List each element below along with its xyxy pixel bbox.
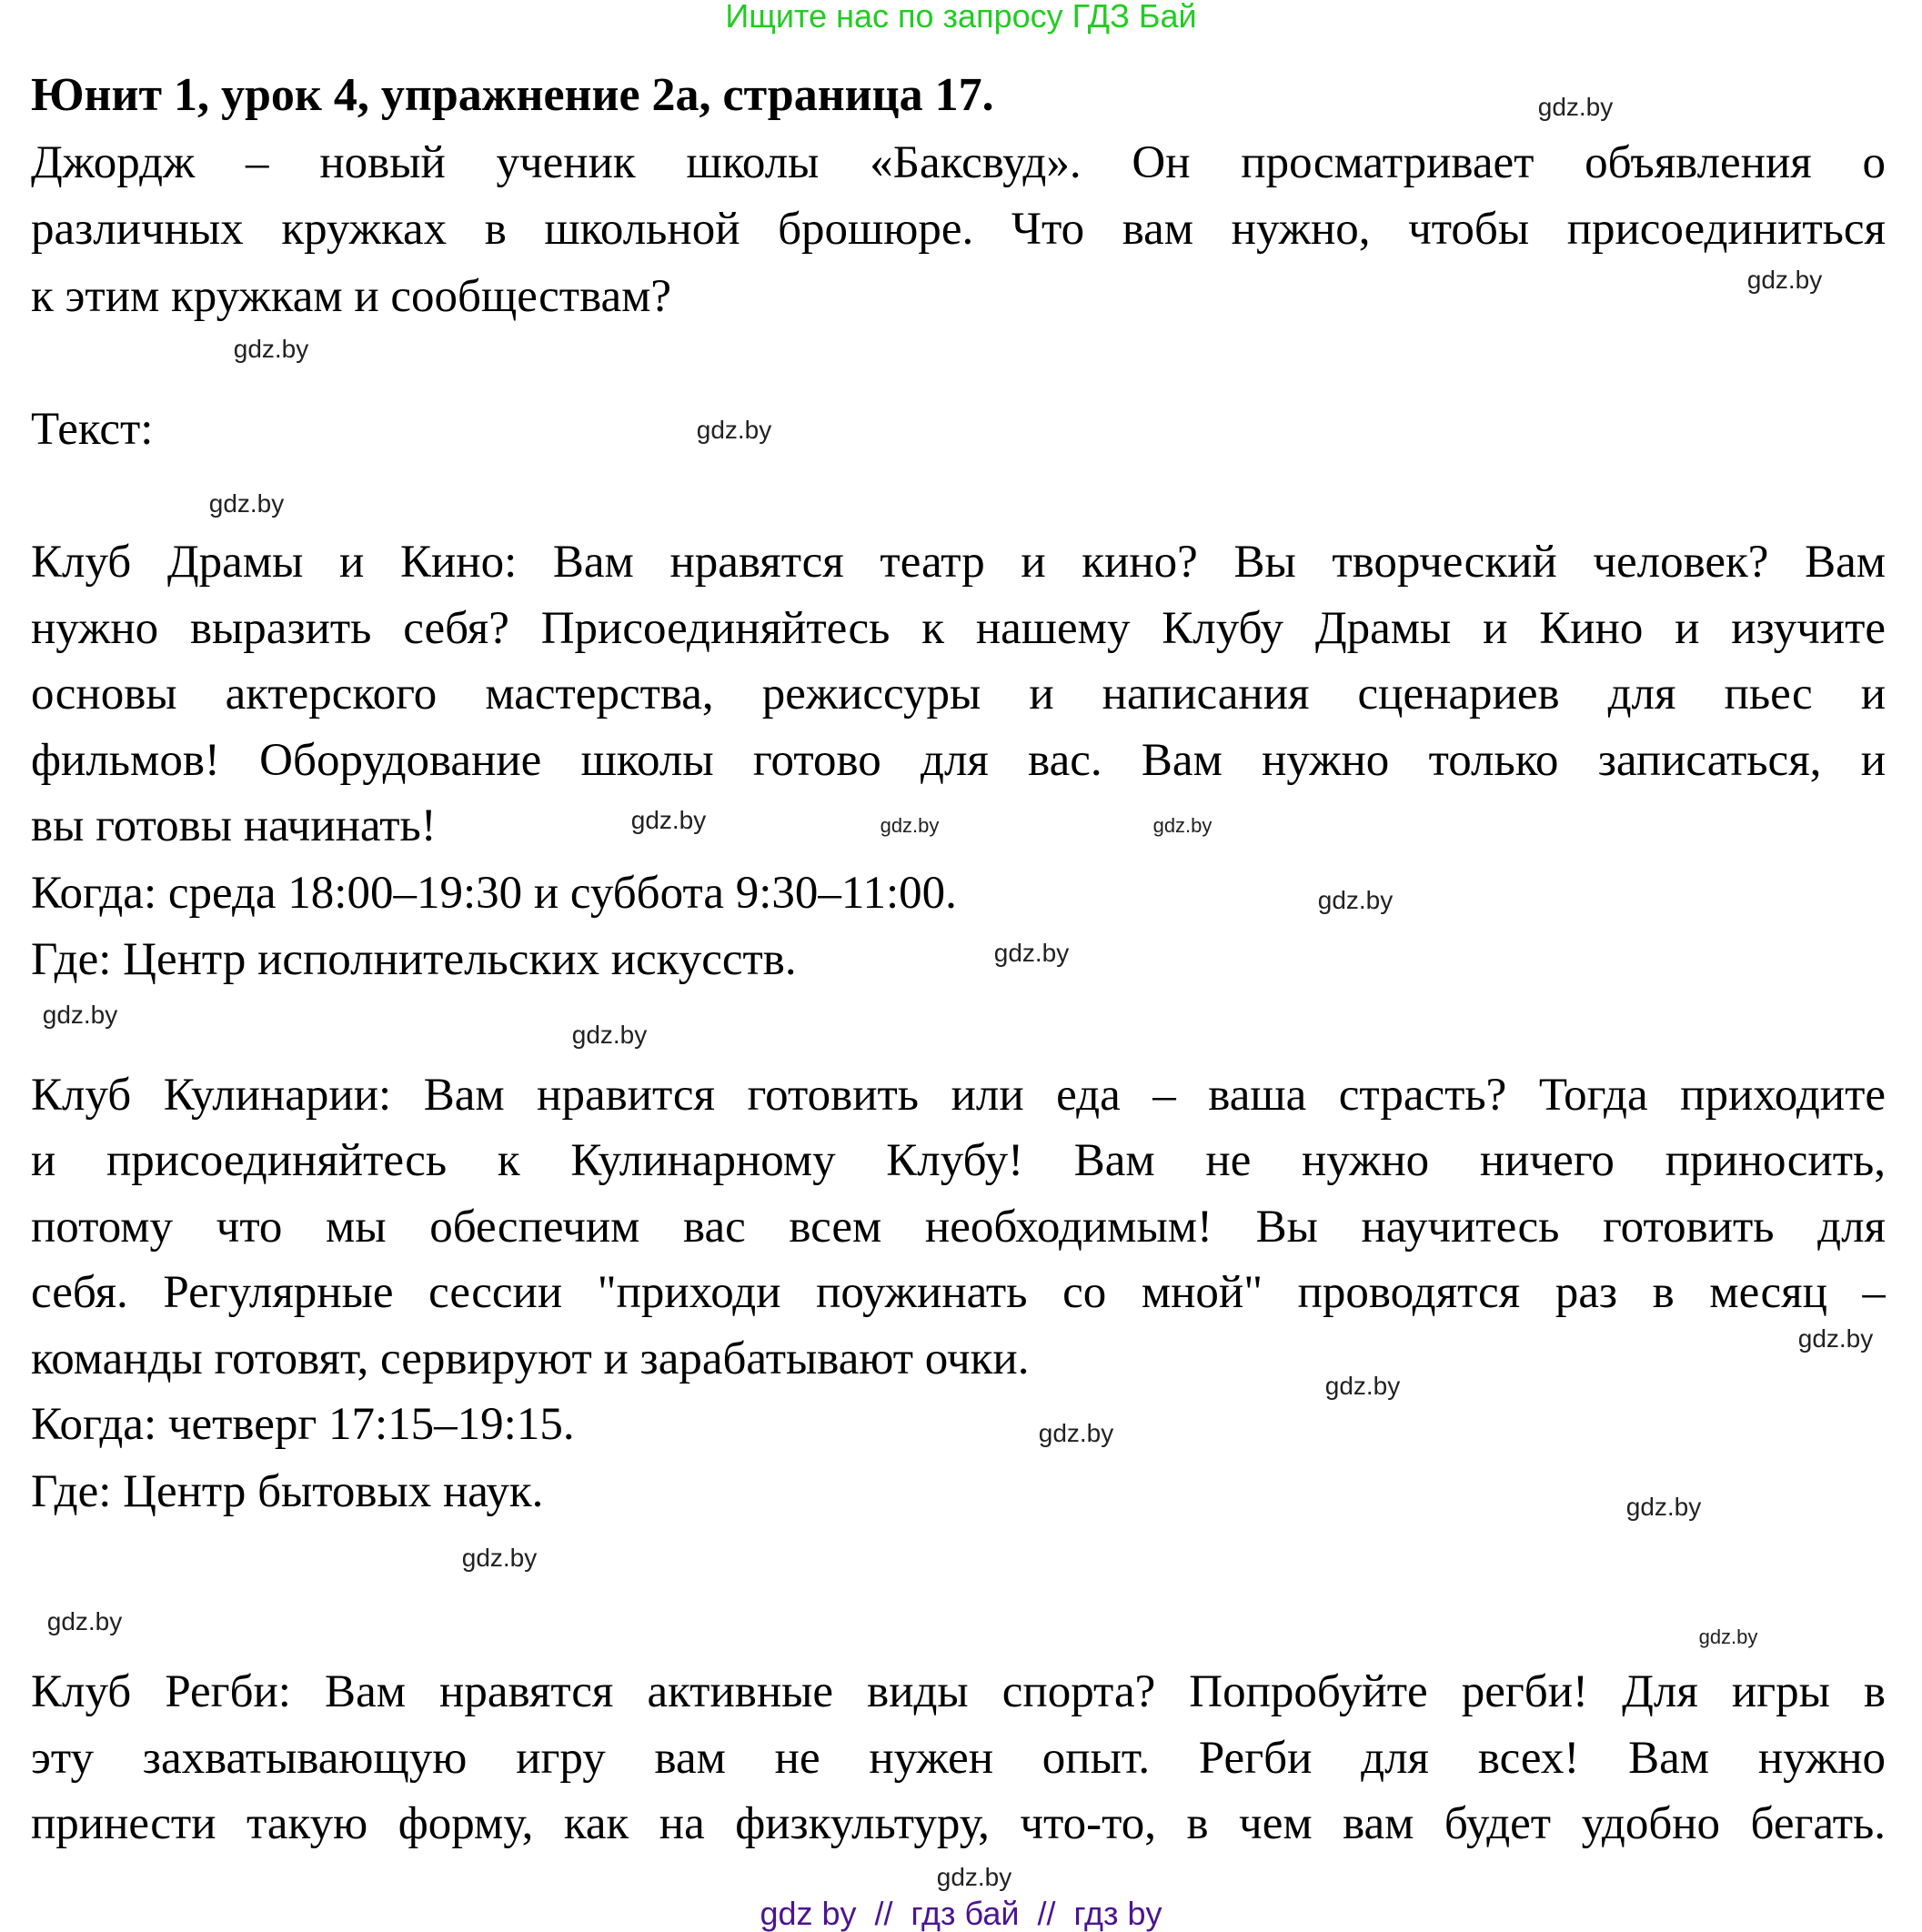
drama-line: нужно выразить себя? Присоединяйтесь к нашему Клубу Драмы и Кино и изучите bbox=[31, 603, 1886, 654]
page-title: Юнит 1, урок 4, упражнение 2а, страница 17. bbox=[31, 69, 994, 121]
watermark: gdz.by bbox=[233, 335, 309, 363]
watermark: gdz.by bbox=[1537, 93, 1614, 121]
cooking-line: потому что мы обеспечим вас всем необходимым! Вы научитесь готовить для bbox=[31, 1202, 1886, 1253]
watermark: gdz.by bbox=[1625, 1493, 1702, 1521]
cooking-line: Клуб Кулинарии: Вам нравится готовить или еда – ваша страсть? Тогда приходите bbox=[31, 1070, 1886, 1121]
cooking-line: себя. Регулярные сессии "приходи поужинать со мной" проводятся раз в месяц – bbox=[31, 1267, 1886, 1318]
cooking-line: команды готовят, сервируют и зарабатывают очки. bbox=[31, 1333, 1030, 1384]
text-label: Текст: bbox=[31, 404, 154, 455]
rugby-line: эту захватывающую игру вам не нужен опыт. Регби для всех! Вам нужно bbox=[31, 1733, 1886, 1784]
watermark: gdz.by bbox=[1698, 1625, 1758, 1648]
watermark: gdz.by bbox=[571, 1021, 648, 1049]
watermark: gdz.by bbox=[993, 939, 1070, 967]
watermark: gdz.by bbox=[1317, 886, 1394, 914]
header-banner: Ищите нас по запросу ГДЗ Бай bbox=[725, 0, 1197, 35]
watermark: gdz.by bbox=[880, 814, 940, 837]
drama-where: Где: Центр исполнительских искусств. bbox=[31, 934, 797, 985]
cooking-line: и присоединяйтесь к Кулинарному Клубу! Вам не нужно ничего приносить, bbox=[31, 1135, 1886, 1186]
watermark: gdz.by bbox=[46, 1607, 123, 1635]
watermark: gdz.by bbox=[1324, 1372, 1401, 1400]
watermark: gdz.by bbox=[696, 416, 772, 444]
watermark: gdz.by bbox=[1152, 814, 1213, 837]
rugby-line: принести такую форму, как на физкультуру, что-то, в чем вам будет удобно бегать. bbox=[31, 1798, 1886, 1849]
footer-banner: gdz by // гдз бай // гдз by bbox=[760, 1895, 1162, 1932]
watermark: gdz.by bbox=[630, 806, 707, 834]
watermark: gdz.by bbox=[1746, 266, 1823, 294]
drama-line: Клуб Драмы и Кино: Вам нравятся театр и кино? Вы творческий человек? Вам bbox=[31, 537, 1886, 588]
intro-line: Джордж – новый ученик школы «Баксвуд». Он просматривает объявления о bbox=[31, 137, 1886, 188]
drama-line: вы готовы начинать! bbox=[31, 800, 437, 851]
watermark: gdz.by bbox=[1797, 1324, 1874, 1353]
watermark: gdz.by bbox=[208, 489, 285, 518]
watermark: gdz.by bbox=[461, 1544, 538, 1572]
intro-line: различных кружках в школьной брошюре. Что вам нужно, чтобы присоединиться bbox=[31, 204, 1886, 255]
watermark: gdz.by bbox=[1038, 1419, 1114, 1447]
cooking-where: Где: Центр бытовых наук. bbox=[31, 1466, 544, 1517]
watermark: gdz.by bbox=[936, 1863, 1012, 1891]
drama-line: фильмов! Оборудование школы готово для вас. Вам нужно только записаться, и bbox=[31, 735, 1886, 786]
watermark: gdz.by bbox=[42, 1001, 118, 1029]
drama-line: основы актерского мастерства, режиссуры и написания сценариев для пьес и bbox=[31, 669, 1886, 719]
cooking-when: Когда: четверг 17:15–19:15. bbox=[31, 1399, 575, 1450]
rugby-line: Клуб Регби: Вам нравятся активные виды спорта? Попробуйте регби! Для игры в bbox=[31, 1666, 1886, 1717]
intro-line: к этим кружкам и сообществам? bbox=[31, 271, 672, 322]
drama-when: Когда: среда 18:00–19:30 и суббота 9:30–11:00. bbox=[31, 868, 957, 919]
